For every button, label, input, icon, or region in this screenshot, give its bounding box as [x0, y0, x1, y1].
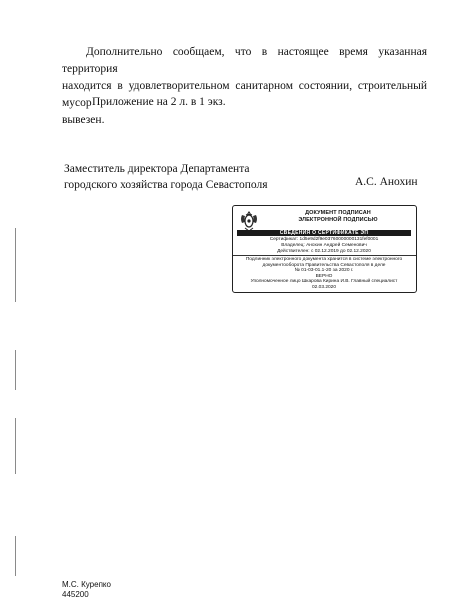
- stamp-title: [263, 210, 413, 224]
- paragraph-line: находится в удовлетворительном санитарном состоянии, строительный мусор: [62, 80, 427, 109]
- stamp-cert-line: Владелец: Анохин Андрей Семенович: [281, 243, 367, 248]
- executor-info: [62, 580, 111, 600]
- signer-position-line: Заместитель директора Департамента: [64, 163, 250, 175]
- scan-margin-line: [15, 228, 16, 302]
- stamp-copy-line: документооборота Правительства Севастополя в деле: [262, 262, 386, 268]
- stamp-cert-line: Действителен: с 02.12.2019 до 02.12.2020: [277, 249, 371, 254]
- scan-margin-line: [15, 536, 16, 576]
- executor-phone: 445200: [62, 590, 89, 599]
- letter-paragraph: [62, 44, 427, 129]
- paragraph-line: вывезен.: [62, 114, 105, 126]
- stamp-divider: [233, 255, 416, 256]
- stamp-title-line: ДОКУМЕНТ ПОДПИСАН: [305, 210, 371, 216]
- scan-margin-line: [15, 350, 16, 390]
- stamp-cert-line: Сертификат: 1d5e9d2f9e03760000000131fef0001: [269, 237, 379, 242]
- executor-name: М.С. Курепко: [62, 580, 111, 589]
- paragraph-line: Дополнительно сообщаем, что в настоящее время указанная территория: [62, 46, 427, 75]
- signer-name: А.С. Анохин: [355, 176, 418, 188]
- stamp-certificate-details: [237, 237, 411, 255]
- stamp-copy-line: ВЕРНО: [315, 273, 333, 279]
- scan-margin-line: [15, 418, 16, 474]
- appendix-note: Приложение на 2 л. в 1 экз.: [92, 96, 226, 108]
- stamp-copy-line: 02.03.2020: [311, 284, 336, 290]
- stamp-certificate-header: СВЕДЕНИЯ О СЕРТИФИКАТЕ ЭП: [237, 230, 411, 236]
- stamp-copy-line: Подлинник электронного документа хранится в системе электронного: [245, 257, 403, 262]
- stamp-copy-certification: [237, 257, 411, 291]
- signer-position-line: городского хозяйства города Севастополя: [64, 179, 268, 191]
- signer-position: [64, 161, 268, 193]
- stamp-title-line: ЭЛЕКТРОННОЙ ПОДПИСЬЮ: [298, 217, 378, 223]
- stamp-copy-line: № 01-03-01.1-20 за 2020 г.: [294, 268, 354, 274]
- stamp-copy-line: Уполномоченное лицо Шкарова Кирина И.В. Главный специалист: [250, 279, 398, 285]
- electronic-signature-stamp: [232, 205, 417, 293]
